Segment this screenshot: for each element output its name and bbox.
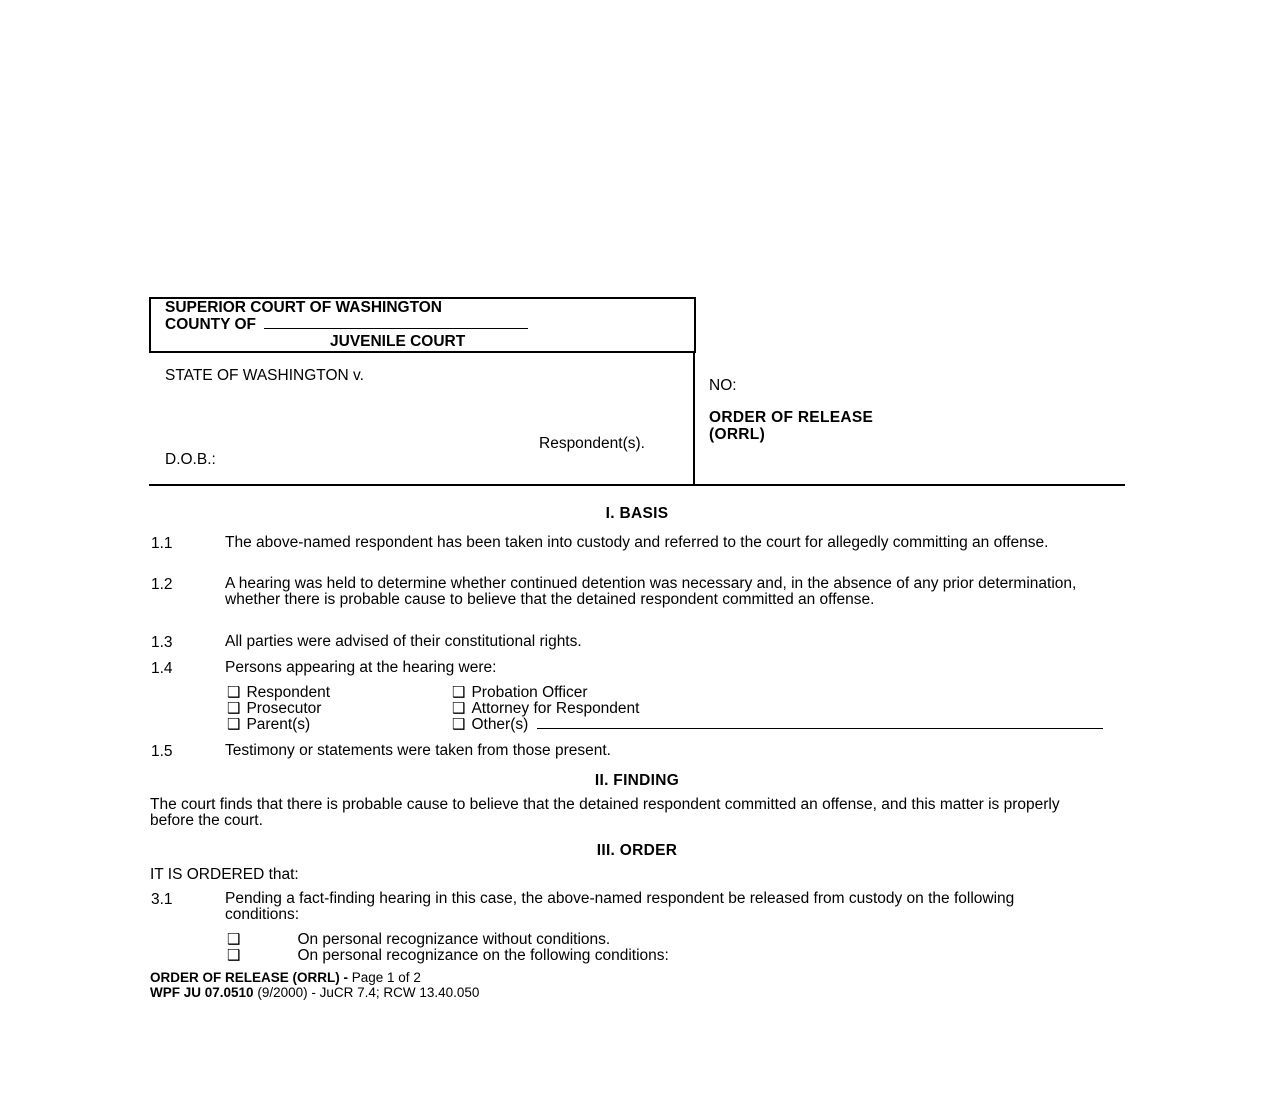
checkbox-prosecutor[interactable] [227,701,321,717]
item-number: 1.5 [151,743,173,760]
section-basis-heading: I. BASIS [605,505,669,522]
checkbox-icon: ❑ [227,947,241,964]
checkbox-others[interactable] [452,717,1103,733]
checkbox-icon: ❑ [452,700,466,717]
finding-text: The court finds that there is probable cause to believe that the detained respondent committed an offense, and this matter is properly before the court. [150,796,1060,829]
county-label: COUNTY OF [165,316,256,333]
others-blank[interactable] [537,728,1103,729]
item-number: 1.1 [151,535,173,552]
order-intro: IT IS ORDERED that: [150,866,299,883]
checkbox-icon: ❑ [452,716,466,733]
checkbox-label: Prosecutor [246,700,322,717]
item-text: Persons appearing at the hearing were: [225,659,497,676]
item-number: 1.4 [151,660,173,677]
checkbox-label: Attorney for Respondent [471,700,640,717]
item-text: Pending a fact-finding hearing in this case, the above-named respondent be released from custody on the following conditions: [225,890,1015,923]
section-finding-heading: II. FINDING [594,772,680,789]
state-v-label: STATE OF WASHINGTON v. [165,367,364,384]
checkbox-label: On personal recognizance without conditions. [297,931,611,948]
checkbox-icon: ❑ [227,931,241,948]
checkbox-label: Parent(s) [246,716,311,733]
checkbox-label: On personal recognizance on the following conditions: [297,947,669,964]
checkbox-release-with-conditions[interactable] [227,948,669,964]
checkbox-parents[interactable] [227,717,310,733]
checkbox-attorney[interactable] [452,701,639,717]
county-blank[interactable] [264,328,528,329]
footer-title-line [150,970,421,985]
respondent-label: Respondent(s). [539,435,645,452]
checkbox-respondent[interactable] [227,685,330,701]
checkbox-label: Other(s) [471,716,529,733]
document-code: (ORRL) [709,426,766,443]
footer-page: Page 1 of 2 [351,970,421,985]
checkbox-icon: ❑ [452,684,466,701]
checkbox-icon: ❑ [227,684,241,701]
footer-title: ORDER OF RELEASE (ORRL) - [150,970,348,985]
section-order-heading: III. ORDER [596,842,678,859]
item-text: Testimony or statements were taken from those present. [225,742,611,759]
checkbox-probation-officer[interactable] [452,685,587,701]
caption-bottom-rule [149,484,1125,486]
footer-citation: (9/2000) - JuCR 7.4; RCW 13.40.050 [257,985,480,1000]
item-number: 1.2 [151,576,173,593]
checkbox-label: Respondent [246,684,331,701]
document-title: ORDER OF RELEASE [709,409,874,426]
county-line [165,317,528,333]
checkbox-icon: ❑ [227,700,241,717]
item-text: A hearing was held to determine whether continued detention was necessary and, in the absence of any prior determination, whether there is probable cause to believe that the detained respondent committed an offense. [225,575,1077,608]
item-text: All parties were advised of their constitutional rights. [225,633,582,650]
court-name: SUPERIOR COURT OF WASHINGTON [165,299,443,316]
caption-divider [693,351,695,486]
checkbox-label: Probation Officer [471,684,588,701]
juvenile-court-label: JUVENILE COURT [330,333,466,350]
footer-form-line [150,985,479,1000]
footer-form-id: WPF JU 07.0510 [150,985,254,1000]
item-number: 3.1 [151,891,173,908]
case-number-label: NO: [709,377,737,394]
dob-label: D.O.B.: [165,451,216,468]
checkbox-icon: ❑ [227,716,241,733]
item-text: The above-named respondent has been taken into custody and referred to the court for allegedly committing an offense. [225,534,1049,551]
item-number: 1.3 [151,634,173,651]
checkbox-release-without-conditions[interactable] [227,932,610,948]
